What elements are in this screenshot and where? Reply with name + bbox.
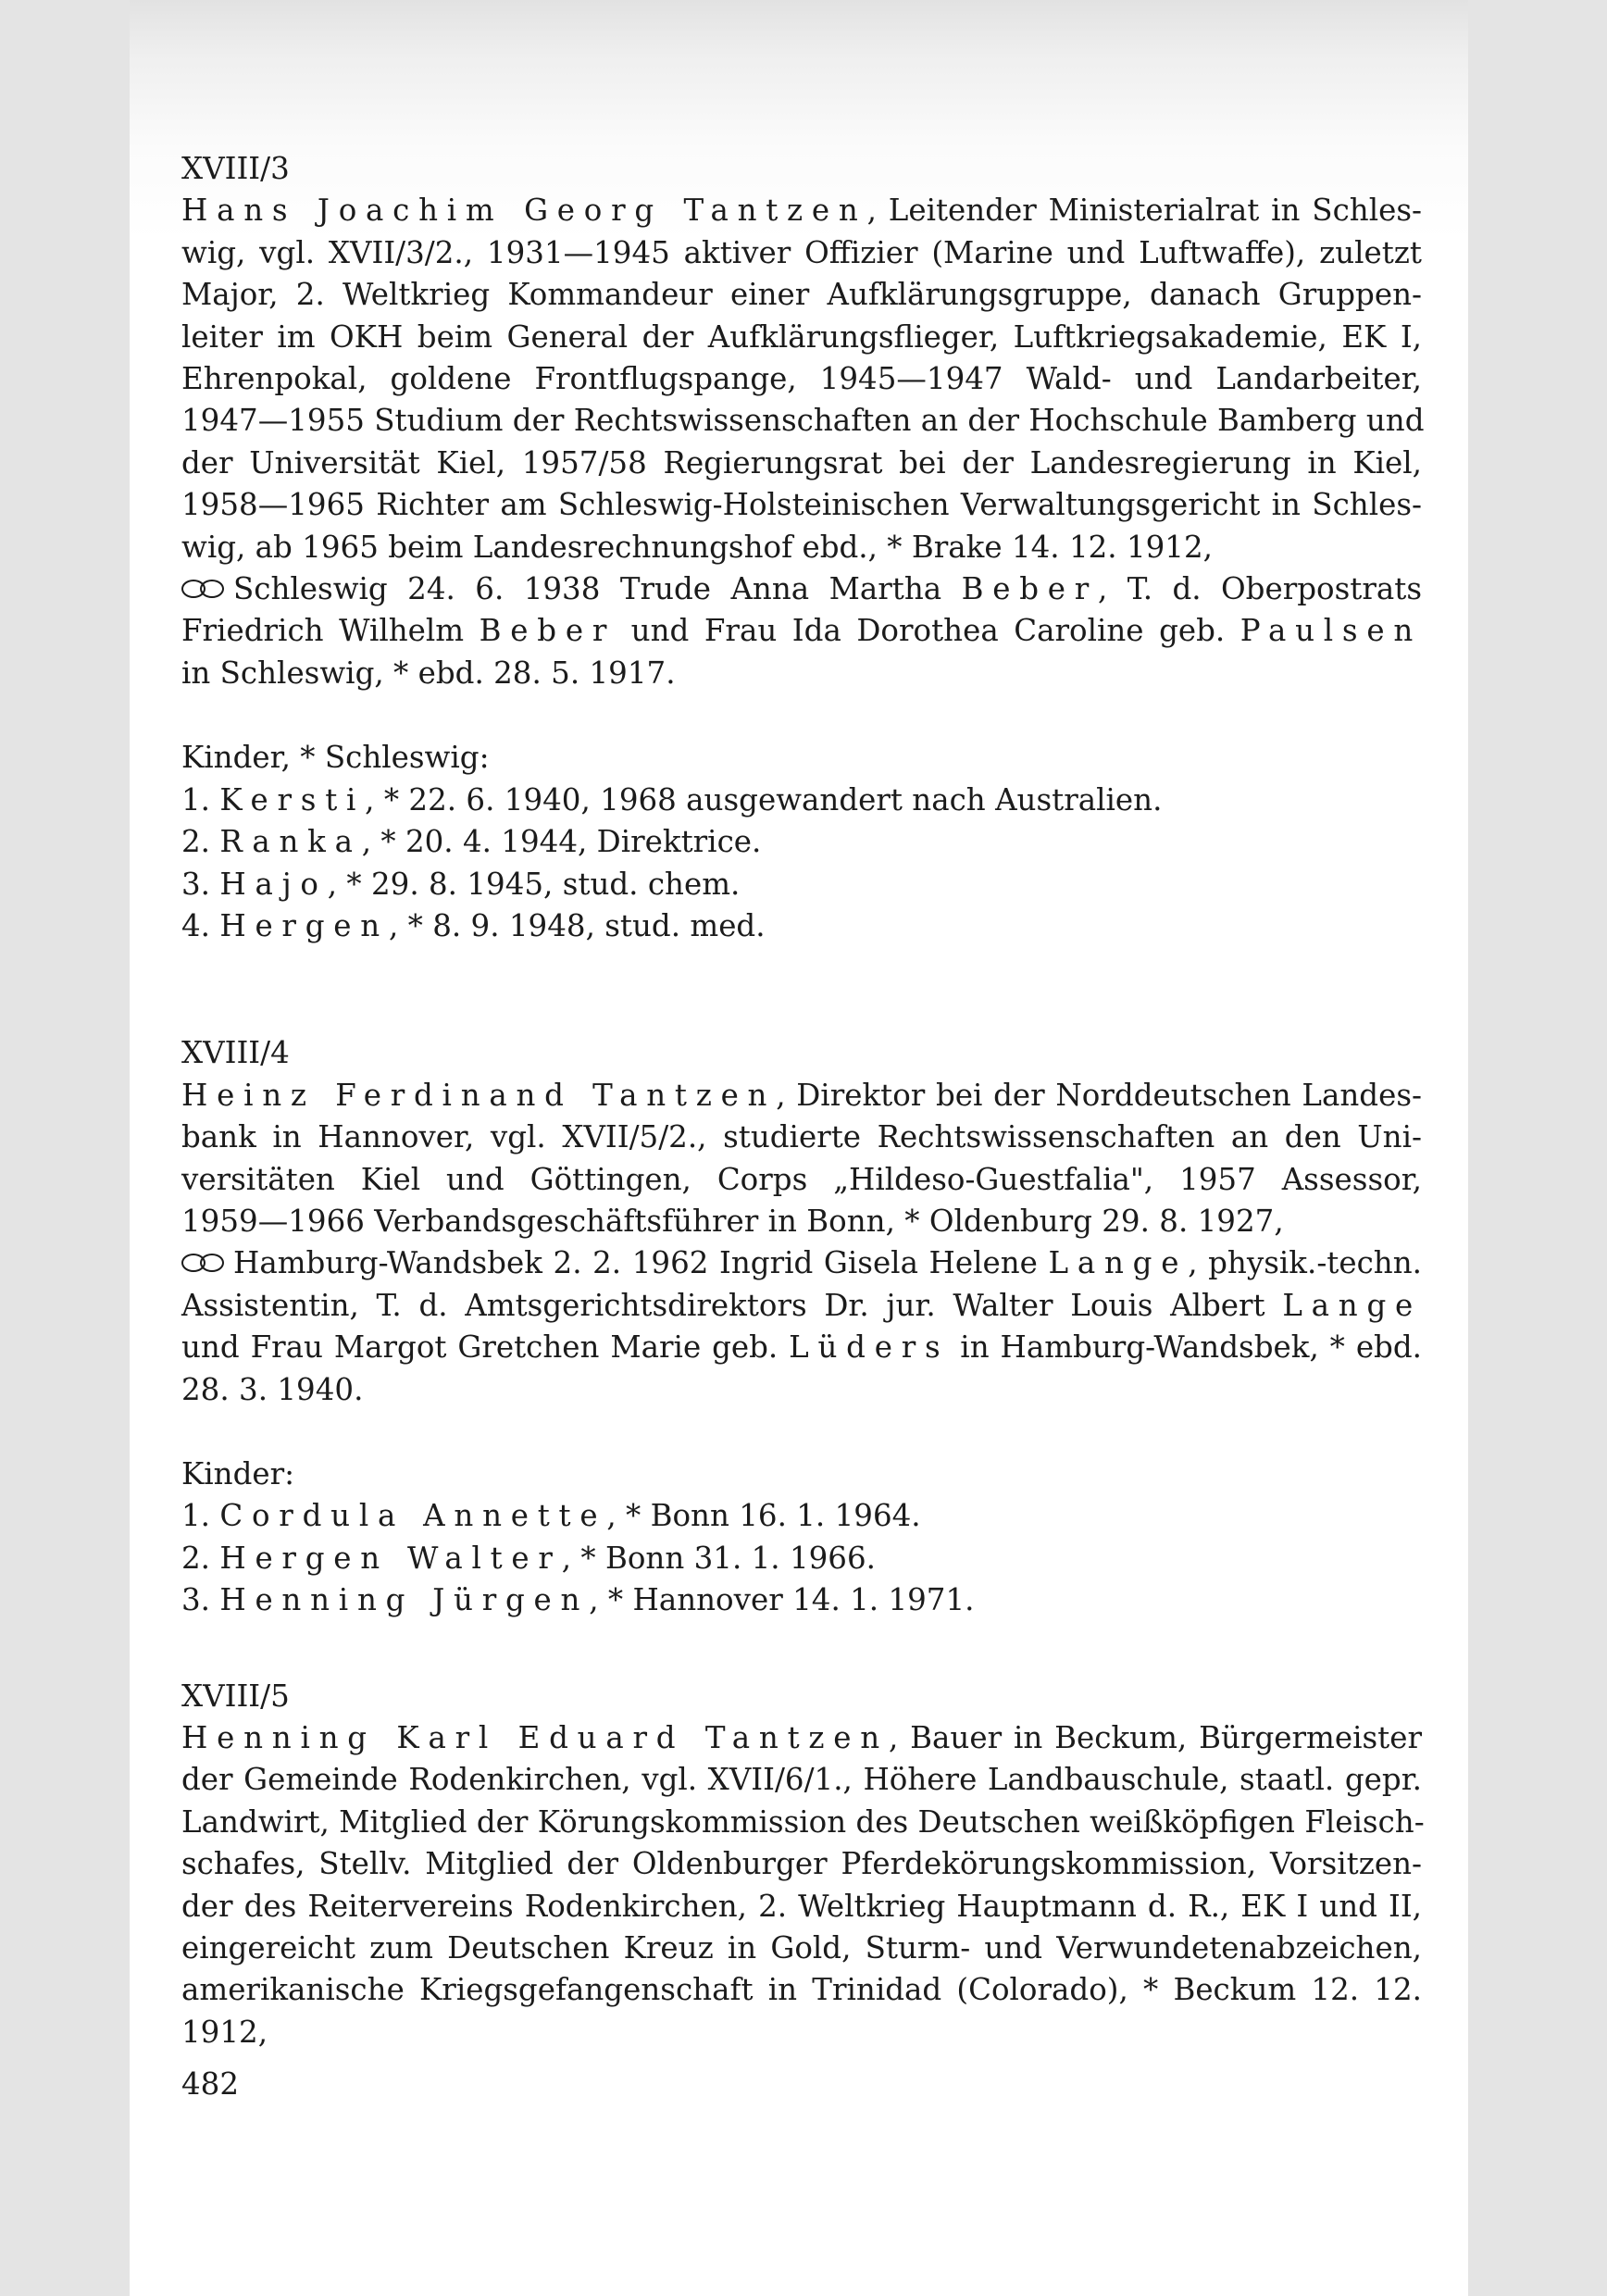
children-label: Kinder, * Schleswig: <box>181 740 490 776</box>
child-name: Cordula Annette <box>219 1498 607 1534</box>
surname-spaced: Lüders <box>789 1329 950 1366</box>
children-label: Kinder: <box>181 1455 295 1491</box>
scan-margin-left <box>0 0 130 2296</box>
book-page <box>130 0 1468 2296</box>
child-item: 1. Kersti, * 22. 6. 1940, 1968 ausgewandert nach Australien. <box>181 781 1163 817</box>
child-item: 3. Henning Jürgen, * Hannover 14. 1. 1971. <box>181 1582 975 1618</box>
person-name: Henning Karl Eduard Tantzen <box>181 1720 889 1755</box>
entry-line: versitäten Kiel und Göttingen, Corps „Hildeso-Guestfalia", 1957 Assessor, <box>181 1161 1422 1197</box>
surname-spaced: Lange <box>1282 1287 1422 1323</box>
page-content <box>181 148 1425 2053</box>
section-heading-xviii-4: XVIII/4 <box>181 1035 290 1071</box>
entry-line: 28. 3. 1940. <box>181 1371 364 1407</box>
entry-line: Hamburg-Wandsbek 2. 2. 1962 Ingrid Gisela Helene Lange, physik.-techn. <box>181 1242 1422 1284</box>
entry-line: Henning Karl Eduard Tantzen, Bauer in Beckum, Bürgermeister <box>181 1720 1422 1755</box>
entry-line: eingereicht zum Deutschen Kreuz in Gold, Sturm- und Verwundetenabzeichen, <box>181 1930 1422 1966</box>
scan-margin-right <box>1468 0 1607 2296</box>
surname-spaced: Beber <box>961 571 1099 607</box>
child-name: Hergen Walter <box>219 1540 562 1576</box>
child-name: Hajo <box>219 866 328 902</box>
person-name: Heinz Ferdinand Tantzen <box>181 1077 777 1113</box>
entry-line: Assistentin, T. d. Amtsgerichtsdirektors Dr. jur. Walter Louis Albert Lange <box>181 1287 1422 1323</box>
entry-line: 1958—1965 Richter am Schleswig-Holsteinischen Verwaltungsgericht in Schles- <box>181 487 1422 523</box>
entry-line: Friedrich Wilhelm Beber und Frau Ida Dorothea Caroline geb. Paulsen <box>181 613 1422 649</box>
entry-line: Landwirt, Mitglied der Körungskommission des Deutschen weißköpfigen Fleisch- <box>181 1803 1425 1840</box>
surname-spaced: Beber <box>479 613 617 649</box>
entry-line: Hans Joachim Georg Tantzen, Leitender Ministerialrat in Schles- <box>181 193 1422 229</box>
entry-line: 1947—1955 Studium der Rechtswissenschaften an der Hochschule Bamberg und <box>181 403 1425 439</box>
child-name: Ranka <box>219 824 362 860</box>
entry-line: in Schleswig, * ebd. 28. 5. 1917. <box>181 655 676 691</box>
entry-line: schafes, Stellv. Mitglied der Oldenburger Pferdekörungskommission, Vorsitzen- <box>181 1846 1422 1882</box>
entry-line: wig, vgl. XVII/3/2., 1931—1945 aktiver Offizier (Marine und Luftwaffe), zuletzt <box>181 234 1422 270</box>
marriage-symbol-icon <box>181 580 226 600</box>
entry-line: leiter im OKH beim General der Aufklärungsflieger, Luftkriegsakademie, EK I, <box>181 318 1422 355</box>
child-name: Henning Jürgen <box>219 1582 590 1618</box>
entry-line: 1912, <box>181 2014 268 2050</box>
surname-spaced: Lange <box>1048 1245 1189 1281</box>
entry-line: amerikanische Kriegsgefangenschaft in Trinidad (Colorado), * Beckum 12. 12. <box>181 1972 1422 2008</box>
section-heading-xviii-5: XVIII/5 <box>181 1678 290 1714</box>
child-item: 4. Hergen, * 8. 9. 1948, stud. med. <box>181 907 766 943</box>
entry-line: bank in Hannover, vgl. XVII/5/2., studierte Rechtswissenschaften an den Uni- <box>181 1119 1422 1155</box>
person-name: Hans Joachim Georg Tantzen <box>181 193 867 229</box>
child-item: 2. Hergen Walter, * Bonn 31. 1. 1966. <box>181 1540 876 1576</box>
entry-line: der Gemeinde Rodenkirchen, vgl. XVII/6/1., Höhere Landbauschule, staatl. gepr. <box>181 1762 1422 1798</box>
child-item: 1. Cordula Annette, * Bonn 16. 1. 1964. <box>181 1498 921 1534</box>
section-heading-xviii-3: XVIII/3 <box>181 151 290 186</box>
entry-line: Ehrenpokal, goldene Frontflugspange, 1945—1947 Wald- und Landarbeiter, <box>181 361 1422 397</box>
entry-line: der des Reitervereins Rodenkirchen, 2. Weltkrieg Hauptmann d. R., EK I und II, <box>181 1888 1422 1924</box>
entry-line: und Frau Margot Gretchen Marie geb. Lüders in Hamburg-Wandsbek, * ebd. <box>181 1329 1422 1366</box>
surname-spaced: Paulsen <box>1240 613 1422 649</box>
entry-line: wig, ab 1965 beim Landesrechnungshof ebd., * Brake 14. 12. 1912, <box>181 529 1213 565</box>
child-name: Hergen <box>219 907 389 943</box>
child-item: 2. Ranka, * 20. 4. 1944, Direktrice. <box>181 824 762 860</box>
entry-line: der Universität Kiel, 1957/58 Regierungsrat bei der Landesregierung in Kiel, <box>181 444 1422 480</box>
entry-line: Schleswig 24. 6. 1938 Trude Anna Martha Beber, T. d. Oberpostrats <box>181 568 1422 610</box>
child-name: Kersti <box>219 781 366 817</box>
entry-line: Heinz Ferdinand Tantzen, Direktor bei der Norddeutschen Landes- <box>181 1077 1422 1113</box>
page-number: 482 <box>181 2066 240 2102</box>
child-item: 3. Hajo, * 29. 8. 1945, stud. chem. <box>181 866 741 902</box>
entry-line: 1959—1966 Verbandsgeschäftsführer in Bonn, * Oldenburg 29. 8. 1927, <box>181 1203 1284 1239</box>
entry-line: Major, 2. Weltkrieg Kommandeur einer Aufklärungsgruppe, danach Gruppen- <box>181 277 1422 313</box>
marriage-symbol-icon <box>181 1254 226 1274</box>
